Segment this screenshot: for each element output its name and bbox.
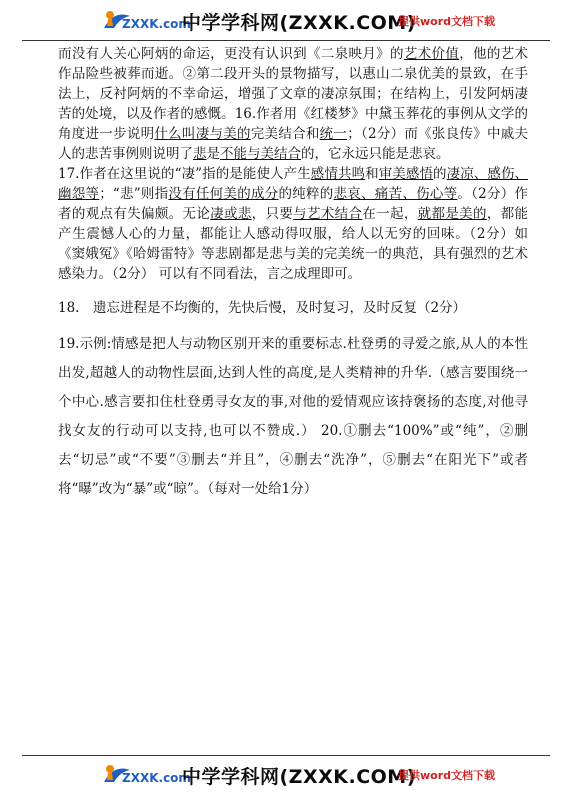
- answer-content: [58, 44, 528, 504]
- zxxk-logo-icon: [100, 760, 191, 788]
- logo-text: ZXXK.com: [122, 17, 191, 31]
- answer-paragraph-19-20: 19.示例:情感是把人与动物区别开来的重要标志.杜登勇的寻爱之旅,从人的本性出发,超越人的动物性层面,达到人性的高度,是人类精神的升华.（感言要围绕一个中心.感言要扣住杜登勇寻女友的事,对他的爱情观应该持褒扬的态度,对他寻找女友的行动可以支持,也可以不赞成.） 20.①删去“100%”或“纯”，②删去“切忌”或“不要”③删去“并且”，④删去“洗净”，⑤删去“在阳光下”或者将“曝”改为“暴”或“晾”。（每对一处给1分）: [58, 336, 528, 497]
- header-divider: [22, 40, 550, 41]
- answer-paragraph-17: 17.作者在这里说的“凄”指的是能使人产生感情共鸣和审美感悟的凄凉、感伤、幽怨等；“悲”则指没有任何美的成分的纯粹的悲哀、痛苦、伤心等。（2分）作者的观点有失偏颇。无论凄或悲，只要与艺术结合在一起，就都是美的，都能产生震憾人心的力量，都能让人感动得叹服，给人以无穷的回味。（2分）如《窦娥冤》《哈姆雷特》等悲剧都是悲与美的完美统一的典范，具有强烈的艺术感染力。（2分） 可以有不同看法，言之成理即可。: [58, 166, 529, 282]
- download-tagline: 提供word文档下载: [398, 769, 496, 782]
- answer-paragraph-18: 18. 遗忘进程是不均衡的，先快后慢，及时复习，及时反复（2分）: [58, 300, 467, 316]
- header-banner: [0, 2, 570, 38]
- site-title: 中学学科网(ZXXK.COM): [182, 12, 416, 34]
- answer-paragraph-1: 而没有人关心阿炳的命运，更没有认识到《二泉映月》的艺术价值，他的艺术作品险些被葬而逝。②第二段开头的景物描写，以惠山二泉优美的景致，在手法上，反衬阿炳的不幸命运，增强了文章的凄凉氛围；在结构上，引发阿炳凄苦的处境，以及作者的感慨。16.作者用《红楼梦》中黛玉葬花的事例从文学的角度进一步说明什么叫凄与美的完美结合和统一；（2分）而《张良传》中戚夫人的悲苦事例则说明了悲是不能与美结合的，它永远只能是悲哀。: [58, 46, 529, 162]
- zxxk-logo-icon: [100, 6, 191, 34]
- footer-banner: [0, 756, 570, 792]
- logo-text: ZXXK.com: [122, 771, 191, 785]
- download-tagline: 提供word文档下载: [398, 15, 496, 28]
- site-title: 中学学科网(ZXXK.COM): [182, 766, 416, 788]
